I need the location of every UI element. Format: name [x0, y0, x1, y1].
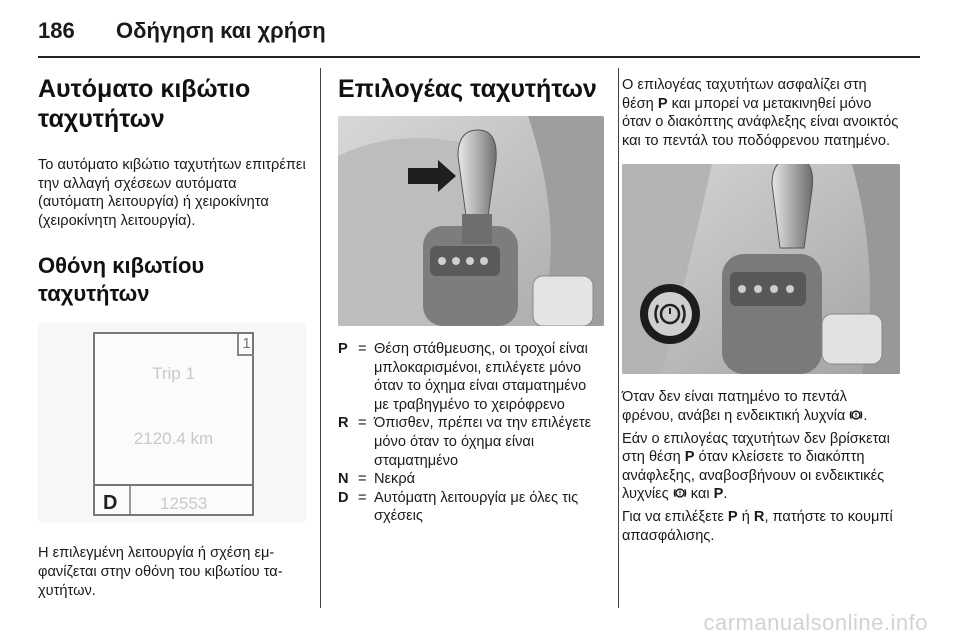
text-run: Ο επιλογέας ταχυτήτων ασφαλίζει στη θέση [622, 77, 867, 112]
gear-description: Όπισθεν, πρέπει να την επιλέγετε μόνο όταν το όχημα είναι σταματημένο [374, 415, 592, 469]
gear-item-p [338, 340, 604, 414]
release-button-photo [622, 164, 900, 374]
subheading-transmission-display: Οθόνη κιβωτίου ταχυτήτων [38, 253, 205, 307]
gear-p-label: P [713, 486, 724, 503]
gear-description: Νεκρά [374, 471, 416, 488]
ignition-paragraph [622, 430, 902, 504]
column-divider-right [618, 68, 619, 608]
gear-equals: = [358, 489, 367, 506]
section-heading-automatic-transmission: Αυτόματο κιβώτιο ταχυτήτων [38, 75, 251, 133]
gear-r-label: R [753, 508, 765, 525]
display-page-badge: 1 [237, 334, 254, 356]
brake-warning-icon [849, 408, 863, 422]
brake-warning-paragraph [622, 388, 902, 425]
gear-p-label: P [727, 508, 738, 525]
gear-key: N [338, 471, 349, 488]
text-run: Όταν δεν είναι πατημένο το πεντάλ φρένου, ανάβει η ενδεικτική λυχνία [622, 389, 850, 424]
display-trip-label: Trip 1 [152, 364, 195, 384]
gear-position-list [338, 340, 604, 526]
transmission-display-figure [38, 322, 306, 522]
display-trip-distance: 2120.4 km [133, 429, 214, 449]
gear-equals: = [358, 471, 367, 488]
lock-paragraph [622, 76, 902, 150]
instrument-display [93, 332, 254, 516]
column-selector-lock [622, 68, 902, 545]
gear-description: Θέση στάθμευσης, οι τροχοί είναι μπλοκαρισμένοι, επιλέγετε μόνο όταν το όχημα είναι σταματημένο με τραβηγμένο το χειρόφρενο [374, 341, 588, 413]
text-run: Για να επιλέξετε [622, 508, 728, 525]
display-odometer: 12553 [160, 494, 208, 514]
gear-p-label: P [657, 95, 668, 112]
release-button-illustration [622, 164, 900, 374]
display-caption: Η επιλεγμένη λειτουργία ή σχέση εμφανίζεται στην οθόνη του κιβωτίου ταχυτήτων. [38, 545, 283, 599]
text-run: . [863, 407, 868, 424]
text-run: Εάν ο επιλογέας ταχυτήτων δεν βρίσκεται στη θέση [622, 430, 890, 466]
display-gear-separator [129, 486, 131, 514]
display-gear-indicator: D [103, 492, 118, 515]
section-heading-gear-selector: Επιλογέας ταχυτήτων [338, 75, 597, 103]
text-run: και μπορεί να μετακινηθεί μόνο όταν ο διακόπτης ανάφλεξης είναι ανοικτός και το πεντάλ του ποδόφρενου πατημένο. [622, 95, 899, 149]
gear-selector-photo [338, 116, 604, 326]
display-divider [95, 484, 252, 486]
gear-item-n [338, 470, 604, 489]
column-automatic-transmission [38, 68, 306, 600]
page-title: Οδήγηση και χρήση [116, 18, 326, 43]
gear-item-r [338, 414, 604, 470]
watermark: carmanualsonline.info [703, 610, 928, 635]
page-header [38, 14, 920, 54]
text-run: . [723, 486, 728, 503]
gear-selector-illustration [338, 116, 604, 326]
gear-key: R [338, 415, 349, 432]
column-divider-left [320, 68, 321, 608]
text-run: , πατήστε το κουμπί απασφάλισης. [622, 508, 893, 544]
gear-p-label: P [684, 449, 695, 466]
header-divider [38, 56, 920, 58]
gear-equals: = [358, 341, 367, 357]
text-run: ή [737, 508, 754, 525]
release-paragraph [622, 508, 902, 545]
column-gear-selector [338, 68, 604, 526]
gear-equals: = [358, 415, 367, 432]
gear-item-d [338, 489, 604, 526]
text-run: και [686, 486, 714, 503]
page-number: 186 [38, 18, 75, 43]
text-run: όταν κλείσετε το διακόπτη ανάφλεξης, αναβοσβήνουν οι ενδεικτικές λυχνίες [622, 449, 885, 503]
gear-key: P [338, 341, 348, 357]
gear-description: Αυτόματη λειτουργία με όλες τις σχέσεις [374, 489, 579, 525]
brake-warning-icon [673, 486, 687, 500]
gear-key: D [338, 489, 349, 506]
intro-paragraph: Το αυτόματο κιβώτιο ταχυτήτων επιτρέπει την αλλαγή σχέσεων αυτόματα (αυτόματη λειτουργία) ή χειροκίνητα (χειροκίνητη λειτουργία). [38, 157, 306, 229]
